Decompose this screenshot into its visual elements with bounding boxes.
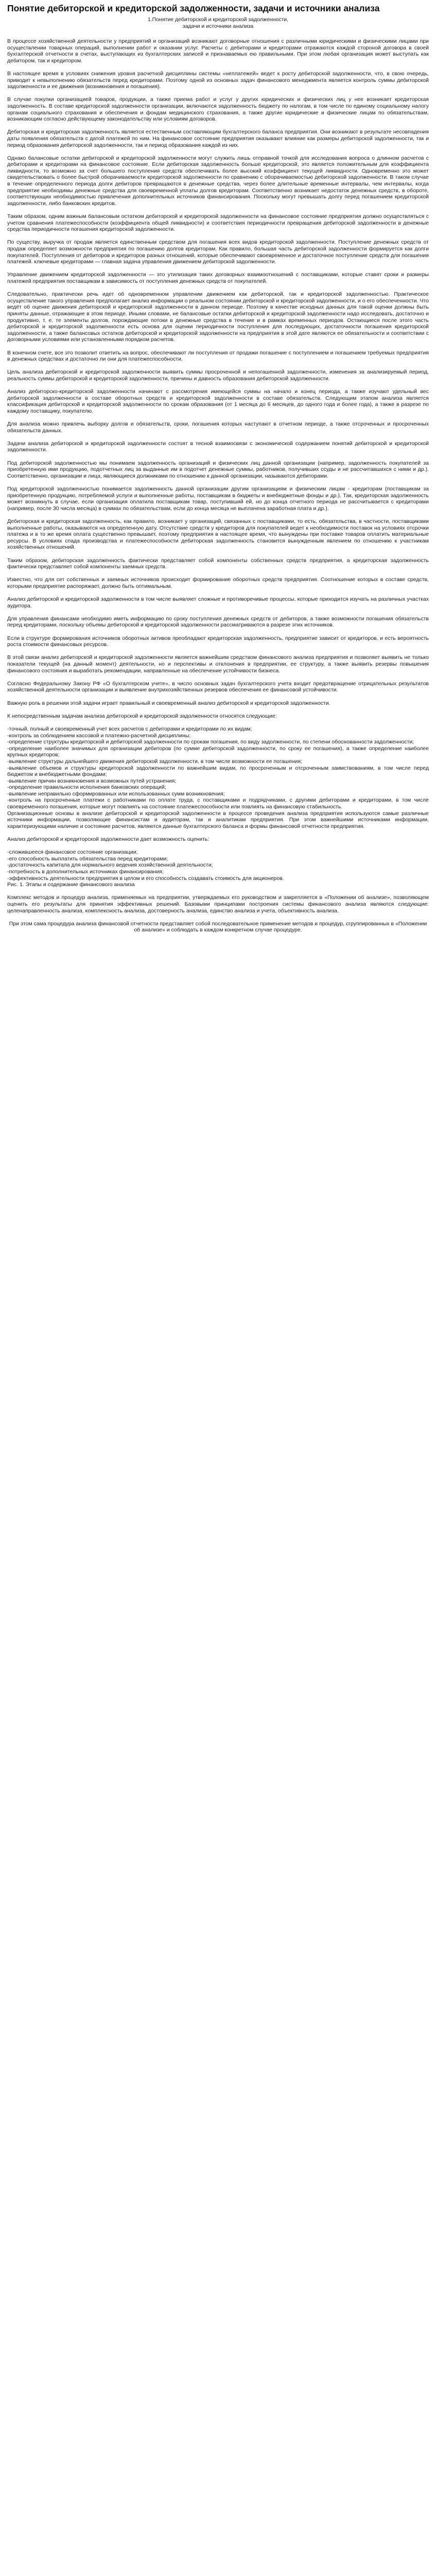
subtitle-line: 1.Понятие дебиторской и кредиторской задолженности, (147, 16, 289, 23)
paragraph: Однако балансовые остатки дебиторской и кредиторской задолженности могут служить лишь отправной точкой для исследования вопроса о длинном расчетов с дебиторами и кредиторами на финансовое состояние. Если дебиторская задолженность больше кредиторской, это является положительным для коэффициента ликвидности, то возможно за счет большего поступления средств обеспечивать более высокий коэффициент текущей ликвидности. Одновременно это может свидетельствовать о более быстрой оборачиваемости кредиторской задолженности по сравнению с оборачиваемостью дебиторской задолженности. В таком случае в течение определенного периода долги дебиторов превращаются в денежные средства, через более длительные временные интервалы, чем интервалы, когда предприятие необходимы денежные средства для своевременной уплаты долгов кредиторам. Соответственно возникает недостаток денежных средств, в обороте, соответствующих необходимостью привлечения дополнительных источников финансирования. Поскольку могут превышать долгу перед погашением кредиторской задолженности, либо банковских кредитов. (7, 155, 429, 207)
paragraph: -эффективность деятельности предприятия в целом и его способность создавать стоимость для акционеров. (7, 875, 284, 882)
paragraph: Рис. 1. Этапы и содержание финансового анализа (7, 882, 135, 888)
paragraph: -выявление причин возникновения и возможных путей устранения; (7, 777, 177, 784)
paragraph: -определение структуры кредиторской и дебиторской задолженности по срокам погашения, по виду задолженности, по степени обоснованности задолженности; (7, 739, 414, 745)
paragraph: В этой связи анализ дебиторской и кредиторской задолженности является важнейшим средством финансового анализа предприятия и позволяет выявить не только показатели текущей (на данный момент) деятельности, но и перспективы и отклонения в предприятии, ее структуру, а также выявить резервы повышения финансового состояния и выработать рекомендации, направленные на обеспечение устойчивости бизнеса. (7, 654, 429, 674)
paragraph: Анализ дебиторско-кредиторской задолженности начинают с рассмотрения имеющейся суммы на начало и конец периода, а также изучают удельный вес дебиторской задолженности в составе оборотных средств и кредиторской задолженности в составе обязательств. Следующим этапом анализа является классификация дебиторской и кредиторской задолженности по срокам образования (от 1 месяца до 6 месяцев, до одного года и более года), а также в разрезе по каждому поставщику, покупателю. (7, 388, 429, 414)
paragraph: Анализ дебиторской и кредиторской задолженности в том числе выявляет сложные и противоречивые процессы, которые приходится изучать на различных участках аудитора. (7, 596, 429, 609)
paragraph: Известно, что для сет собственных и заемных источников происходит формирование оборотных средств предприятия. Соотношение которых в составе средств, которыми предприятие распоряжает, должно быть оптимальным. (7, 577, 429, 589)
paragraph: Для управления финансами необходимо иметь информацию по сроку поступления денежных средств от дебиторов, а также возможности погашения обязательств перед кредиторами, поскольку объемы дебиторской и кредиторской задолженности рассматриваются в разрезе этих источников. (7, 615, 429, 629)
paragraph: Дебиторская и кредиторская задолженность является естественным составляющим бухгалтерского баланса предприятия. Они возникают в результате несовпадения даты появления обязательств с датой платежей по ним. На финансовое состояние предприятия оказывают влияние как размеры дебиторской задолженности, так и период образования дебиторской задолженности, так и период образования каждой из них. (7, 129, 429, 148)
paragraph: Цель анализа дебиторской и кредиторской задолженности выявить суммы просроченной и непогашенной задолженности, изменения за анализируемый период, реальность суммы дебиторской и кредиторской задолженности, причины и давность образования дебиторской задолженности. (7, 369, 429, 382)
paragraph: -определение правильности исполнения банковских операций; (7, 784, 166, 791)
paragraph: -потребность в дополнительных источниках финансирования; (7, 869, 164, 875)
paragraph: Таким образом, одним важным балансовым остатком дебиторской и кредиторской задолженности на финансовое состояние предприятия должно осуществляться с учетом сравнения платежеспособности (коэффициента общей ликвидности) и соответствия периодичности превращения дебиторской задолженности в денежные средства периодичности погашения кредиторской задолженности. (7, 213, 429, 233)
document-page (0, 0, 436, 951)
paragraph: -контроль на просроченные платежи с работниками по оплате труда, с поставщиками и подрядчиками, с другими дебиторами и кредиторами, в том числе своевременного погашения, которые могут повлиять на состояние платежеспособности или повлиять на финансовую стабильность. (7, 797, 429, 810)
paragraph: Следовательно, практически речь идет об одновременном управлении движением как дебиторской, так и кредиторской задолженностью. Практическое осуществление такого управления предполагает анализ информации о реальном состоянии дебиторской и кредиторской задолженности, и о его обеспеченности. Что ведёт об оценке движения дебиторской и кредиторской задолженности в данном периоде. Поэтому в качестве исходных данных для такой оценки должны быть приняты данные, отражающие в этом периоде. Иными словами, не балансовые остатки дебиторской и кредиторской задолженности надо исследовать, достаточно и продуктивно, т. е. те элементы долгов, порождающие потоки в денежные средства в течение и в рамках временных периодов. Остающиеся после этого часть дебиторской и кредиторской задолженности есть основа для оценки периодичности поступления для последующих, достаточности погашения кредиторской задолженности, а также балансовых остатков дебиторской и кредиторской задолженности на предприятия в этой дате являются ее обязательности и соответствии с договорными условиями или установленными порядком расчетов. (7, 291, 429, 343)
paragraph: В процессе хозяйственной деятельности у предприятий и организаций возникают договорные отношения с различными юридическими и физическими лицами при осуществлении товарных операций, выполнении работ и оказании услуг. Расчеты с дебиторами и кредиторами отражаются каждой стороной договора в своей бухгалтерской отчетности в счетах, выступающих из бухгалтерских записей и признаваемых ею правильными. При этом любая организация может выступать как дебитором, так и кредитором. (7, 38, 429, 64)
paragraph: Управление движением кредиторской задолженности — это утилизация таких договорных взаимоотношений с поставщиками, которые ставят сроки и размеры платежей предприятия поставщикам в зависимость от поступления денежных средств от покупателей. (7, 272, 429, 284)
paragraph: -точный, полный и своевременный учет всех расчетов с дебиторами и кредиторами по их видам; (7, 725, 252, 732)
paragraph: Под дебиторской задолженностью мы понимаем задолженность организаций и физических лиц данной организации (например, задолженность покупателей за приобретенную ими продукцию, подотчетных лиц за выданные им в подотчет денежные суммы, работников, получивших ссуды и не рассчитавшихся с ними и др.). Соответственно, организации и лица, являющиеся должниками по отношению к данной организации, называются дебиторами. (7, 460, 429, 479)
paragraph: Согласно Федеральному Закону РФ «О бухгалтерском учете», в число основных задач бухгалтерского учета входит предотвращение отрицательных результатов хозяйственной деятельности организации и выявление внутрихозяйственных резервов обеспечения ее финансовой устойчивости. (7, 680, 429, 693)
paragraph: Анализ дебиторской и кредиторской задолженности дает возможность оценить: (7, 836, 210, 843)
paragraph: -выявление неправильно сформированных или использованных сумм возникновения; (7, 790, 225, 797)
paragraph: Для анализа можно привлечь выборку долгов и обязательств, сроки, погашения которых наступают в отчетном периоде, а также отсроченных и просроченных обязательств данных. (7, 421, 429, 434)
paragraph: Организационные основы в анализе дебиторской и кредиторской задолженности в процессе проведения анализа предприятия используются самые различные источники информации, позволяющие финансистам и аудиторам, так и аналитикам предприятия. При этом важнейшими источниками информации, характеризующими наличие и состояние расчетов, являются данные бухгалтерского баланса и формы финансовой отчетности предприятия. (7, 810, 429, 829)
paragraph: Комплекс методов и процедур анализа, применяемых на предприятии, утверждаемых его руководством и закрепляется в «Положении об анализе», позволяющем оценить его результаты для принятия эффективных решений. Базовыми принципами построения системы финансового анализа являются следующие: целенаправленность анализа, комплексность анализа, достоверность анализа, единство анализа и учета, объективность анализа. (7, 894, 429, 914)
subtitle-line: задачи и источники анализа (182, 23, 254, 29)
paragraph: -достаточность капитала для нормального ведения хозяйственной деятельности; (7, 862, 213, 869)
paragraph: Если в структуре формирования источников оборотных активов преобладают кредиторская задолженность, предприятие зависит от кредиторов, и есть вероятность роста стоимости финансовых ресурсов. (7, 635, 429, 648)
section-subtitle (7, 16, 429, 30)
document-title: Понятие дебиторской и кредиторской задолженности, задачи и источники анализа (7, 3, 380, 13)
paragraph: -сложившееся финансовое состояние организации; (7, 849, 138, 856)
paragraph: В случае покупки организацией товаров, продукции, а также приема работ и услуг у других юридических и физических лиц у нее возникает кредиторская задолженность. В составе кредиторской задолженности организации, включаются задолженность бюджету по налогам, в том числе по единому социальному налогу органам социального страхования и обеспечения и фондам медицинского страхования, а также другие юридические и физические лицам по обязательствам, возникающим согласно действующему законодательству или условиям договоров. (7, 96, 429, 123)
paragraph: Таким образом, дебиторская задолженность фактически представляет собой компоненты собственных средств предприятия, а кредиторская задолженность фактически представляет собой компоненты заемных средств. (7, 557, 429, 570)
paragraph: В настоящее время в условиях снижения уровня расчетной дисциплины системы «неплатежей» ведет к росту дебиторской задолженности, что, в свою очередь, приводит к невыполнению обязательств перед кредиторами. Поэтому одной из основных задач финансового менеджмента является контроль суммы дебиторской задолженности и ее движения (возникновения и погашения). (7, 70, 429, 90)
paragraph: Под кредиторской задолженностью понимается задолженность данной организации другим организациям и физическим лицам - кредиторам (поставщикам за приобретенную продукцию, потребляемой услуги и выполненные работы, поставщикам в бюджеты и внебюджетные фонды и др.). Так, кредиторская задолженность может возникнуть в случае, если организация оплатила поставщикам товар, поступивший ей, но до конца отчетного периода не рассчитывается с кредиторами (например, после 30 числа месяца) в суммах по обязательствам, если до конца месяца не выплачена заработная плата и др.). (7, 485, 429, 512)
paragraph: К непосредственным задачам анализа дебиторской и кредиторской задолженности относятся следующие: (7, 713, 277, 719)
paragraph: -определение наиболее значимых для организации дебиторов (по сумме дебиторской задолженности, по сроку ее погашения), а также определение наиболее крупных кредиторов; (7, 745, 429, 758)
paragraph: Дебиторская и кредиторская задолженность, как правило, возникает у организаций, связанных с поставщиками, то есть, обязательства, в частности, поставщиками выполненные работы, оказываются на определенную дату. Отсутствие средств у кредиторов для покупателей ведет к необходимости поставок на условиях отсрочки платежа и в то же время оплата существенно превышает, поэтому предприятия в настоящее время, что вынуждены при поставке товаров оплатить материальные ресурсы. В условиях спада производства и платежеспособности дебиторская задолженность становится вынужденным явлением по отношению к участникам хозяйственных отношений. (7, 518, 429, 551)
paragraph: -контроль за соблюдением кассовой и платежно-расчетной дисциплины; (7, 732, 191, 739)
paragraph: -его способность выплатить обязательства перед кредиторами; (7, 855, 168, 862)
figure-caption: При этом сама процедура анализа финансовой отчетности представляет собой последовательное применение методов и процедур, сгруппированных в «Положении об анализе» и соблюдать в каждом конкретном случае процедуре. (9, 920, 427, 934)
paragraph: -выявление объемов и структуры кредиторской задолженности по важнейшим видам, по просроченным и отсроченным заимствованиям, в том числе перед бюджетом и внебюджетными фондами; (7, 765, 429, 778)
paragraph: По существу, выручка от продаж является единственным средством для погашения всех видов кредиторской задолженности. Поступление денежных средств от продаж определяет возможности предприятия по погашению долгов кредиторам. Как правило, большая часть дебиторской задолженности формируется как долги покупателей. Поступления от дебиторов и кредиторов разных отношений, которые обеспечивают своевременное и достаточное поступление средств для погашения платежей. ключевые кредиторами — главная задача управления движением дебиторской задолженности. (7, 239, 429, 265)
document-body (7, 38, 429, 934)
paragraph: Задачи анализа дебиторской и кредиторской задолженности состоят в тесной взаимосвязи с экономической содержанием понятий дебиторской и кредиторской задолженности. (7, 440, 429, 453)
paragraph: -выявление структуры дальнейшего движения дебиторской задолженности, в том числе возможности ее погашения; (7, 758, 302, 765)
paragraph: В конечном счете, все это позволит ответить на вопрос, обеспечивают ли поступления от продажи погашение с поступлением и погашением требуемых предприятия в денежных средствах и достаточно ли они для платежеспособности. (7, 349, 429, 363)
paragraph: Важную роль в решении этой задачи играет правильный и своевременный анализ дебиторской и кредиторской задолженности. (7, 700, 330, 706)
